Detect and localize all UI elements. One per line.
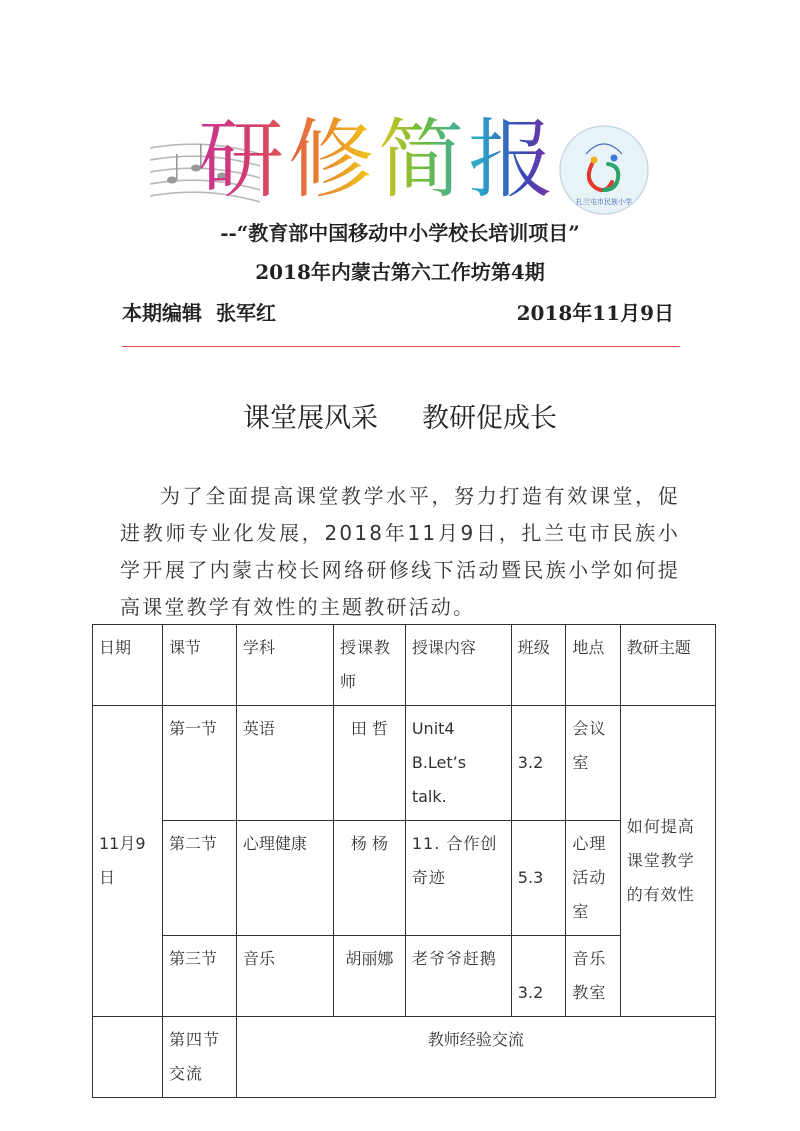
empty-date-cell	[93, 1017, 163, 1098]
header-period: 课节	[163, 625, 237, 706]
subject-cell: 心理健康	[236, 821, 333, 936]
class-cell: 3.2	[511, 936, 566, 1017]
schedule-table	[92, 624, 716, 1098]
header-content: 授课内容	[405, 625, 511, 706]
period-cell: 第四节交流	[163, 1017, 237, 1098]
header-date: 日期	[93, 625, 163, 706]
issue-subtitle: 2018年内蒙古第六工作坊第4期	[255, 260, 545, 284]
section-heading	[0, 396, 800, 435]
header-subject: 学科	[236, 625, 333, 706]
subject-cell: 英语	[236, 706, 333, 821]
header-teacher: 授课教师	[333, 625, 405, 706]
date-cell: 11月9日	[93, 706, 163, 1017]
teacher-cell: 胡丽娜	[333, 936, 405, 1017]
subject-cell: 音乐	[236, 936, 333, 1017]
divider-line	[122, 346, 680, 347]
table-header-row	[93, 625, 716, 706]
place-cell: 音乐教室	[566, 936, 620, 1017]
table-row	[93, 706, 716, 821]
period-cell: 第一节	[163, 706, 237, 821]
period-cell: 第三节	[163, 936, 237, 1017]
logo-text: 扎兰屯市民族小学	[576, 198, 632, 206]
content-cell: Unit4 B.Let’s talk.	[405, 706, 511, 821]
teacher-cell: 田 哲	[333, 706, 405, 821]
teacher-cell: 杨 杨	[333, 821, 405, 936]
editor-label: 本期编辑	[122, 301, 202, 325]
intro-paragraph: 为了全面提高课堂教学水平，努力打造有效课堂，促进教师专业化发展，2018年11月9日，扎兰屯市民族小学开展了内蒙古校长网络研修线下活动暨民族小学如何提高课堂教学有效性的主题教研活动。	[120, 484, 680, 619]
masthead	[120, 88, 680, 238]
header-theme: 教研主题	[620, 625, 715, 706]
heading-part-2: 教研促成长	[422, 403, 557, 434]
theme-cell: 如何提高课堂教学的有效性	[620, 706, 715, 1017]
heading-part-1: 课堂展风采	[243, 403, 378, 434]
class-cell: 5.3	[511, 821, 566, 936]
activity-cell: 教师经验交流	[236, 1017, 715, 1098]
content-cell: 老爷爷赶鹅	[405, 936, 511, 1017]
editor-line	[122, 297, 276, 326]
editor-name: 张军红	[216, 301, 276, 325]
content-cell: 11. 合作创奇迹	[405, 821, 511, 936]
project-subtitle: --“教育部中国移动中小学校长培训项目”	[220, 221, 580, 245]
header-place: 地点	[566, 625, 620, 706]
issue-date: 2018年11月9日	[516, 301, 674, 325]
place-cell: 心理活动室	[566, 821, 620, 936]
class-cell: 3.2	[511, 706, 566, 821]
bulletin-title: 研修简报	[198, 90, 558, 214]
school-logo-icon	[558, 124, 650, 216]
period-cell: 第二节	[163, 821, 237, 936]
place-cell: 会议室	[566, 706, 620, 821]
table-row	[93, 1017, 716, 1098]
header-class: 班级	[511, 625, 566, 706]
